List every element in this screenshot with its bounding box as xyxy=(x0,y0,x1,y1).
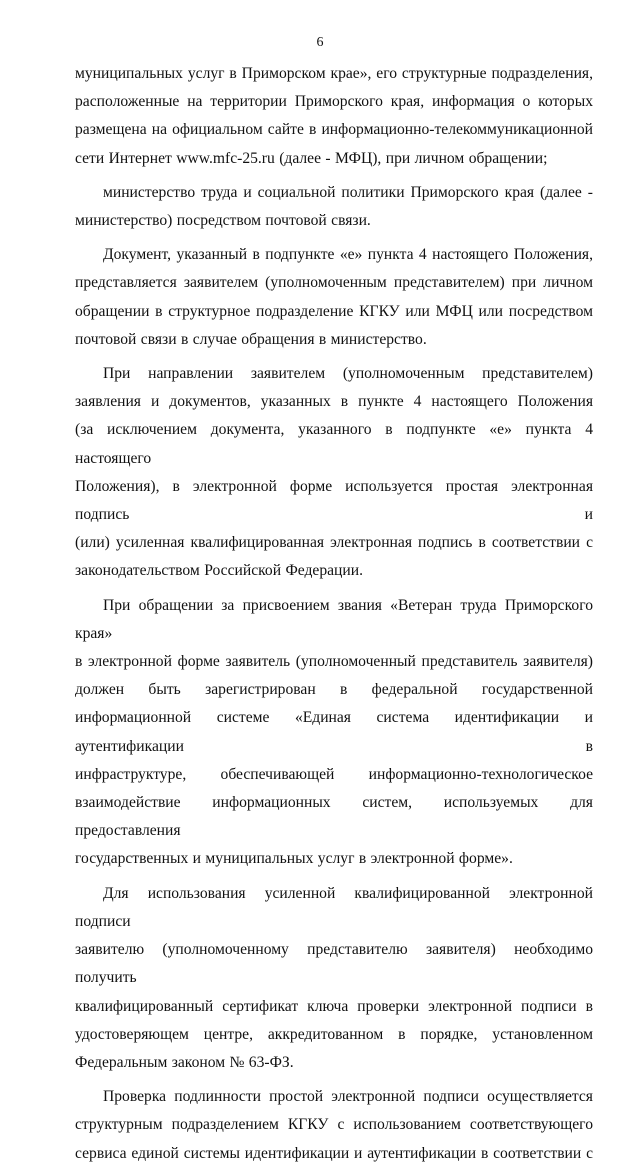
text-line: представляется заявителем (уполномоченным представителем) при личном xyxy=(75,274,593,292)
text-line: муниципальных услуг в Приморском крае», его структурные подразделения, xyxy=(75,65,593,82)
text-line: (за исключением документа, указанного в подпункте «е» пункта 4 настоящего xyxy=(75,421,593,467)
paragraph-ministry xyxy=(75,179,593,235)
text-line: должен быть зарегистрирован в федеральной государственной xyxy=(75,681,593,699)
paragraph-qualified-signature xyxy=(75,880,593,1077)
paragraph-electronic-signature xyxy=(75,360,593,586)
text-line: расположенные на территории Приморского края, информация о которых xyxy=(75,93,593,111)
text-line: министерство) посредством почтовой связи. xyxy=(75,212,371,230)
text-line: Положения), в электронной форме используется простая электронная подпись и xyxy=(75,477,593,524)
text-line: квалифицированный сертификат ключа проверки электронной подписи в xyxy=(75,997,593,1015)
paragraph-veteran-title xyxy=(75,592,593,874)
text-line: Проверка подлинности простой электронной подписи осуществляется xyxy=(103,1088,593,1106)
text-line: При направлении заявителем (уполномоченным представителем) xyxy=(103,365,593,383)
text-line: информационной системе «Единая система идентификации и аутентификации в xyxy=(75,709,593,755)
paragraph-document-submission xyxy=(75,241,593,354)
text-line: обращении в структурное подразделение КГКУ или МФЦ или посредством xyxy=(75,302,593,320)
text-line: Документ, указанный в подпункте «е» пункта 4 настоящего Положения, xyxy=(103,246,593,264)
text-line: (или) усиленная квалифицированная электронная подпись в соответствии с xyxy=(75,534,593,552)
page-number: 6 xyxy=(316,35,324,50)
text-line: законодательством Российской Федерации. xyxy=(75,562,363,580)
text-line: почтовой связи в случае обращения в министерство. xyxy=(75,330,427,348)
text-line: структурным подразделением КГКУ с использованием соответствующего xyxy=(75,1116,593,1134)
paragraph-continuation xyxy=(75,60,593,173)
text-line: в электронной форме заявитель (уполномоченный представитель заявителя) xyxy=(75,653,593,671)
text-line: государственных и муниципальных услуг в электронной форме». xyxy=(75,850,513,868)
text-line: сети Интернет www.mfc-25.ru (далее - МФЦ), при личном обращении; xyxy=(75,149,548,167)
text-line: взаимодействие информационных систем, используемых для предоставления xyxy=(75,794,593,840)
text-line: удостоверяющем центре, аккредитованном в порядке, установленном xyxy=(75,1025,593,1043)
paragraph-simple-signature-check xyxy=(75,1083,593,1168)
text-line: министерство труда и социальной политики Приморского края (далее - xyxy=(103,183,593,201)
text-line: При обращении за присвоением звания «Ветеран труда Приморского края» xyxy=(75,596,593,642)
text-line: Федеральным законом № 63-ФЗ. xyxy=(75,1053,294,1071)
body-text xyxy=(75,60,593,1168)
text-line: размещена на официальном сайте в информационно-телекоммуникационной xyxy=(75,121,593,139)
text-line: заявления и документов, указанных в пункте 4 настоящего Положения xyxy=(75,393,593,411)
text-line: заявителю (уполномоченному представителю заявителя) необходимо получить xyxy=(75,941,593,987)
text-line: инфраструктуре, обеспечивающей информационно-технологическое xyxy=(75,765,593,783)
text-line: сервиса единой системы идентификации и аутентификации в соответствии с xyxy=(75,1144,593,1162)
text-line: Для использования усиленной квалифицированной электронной подписи xyxy=(75,884,593,930)
